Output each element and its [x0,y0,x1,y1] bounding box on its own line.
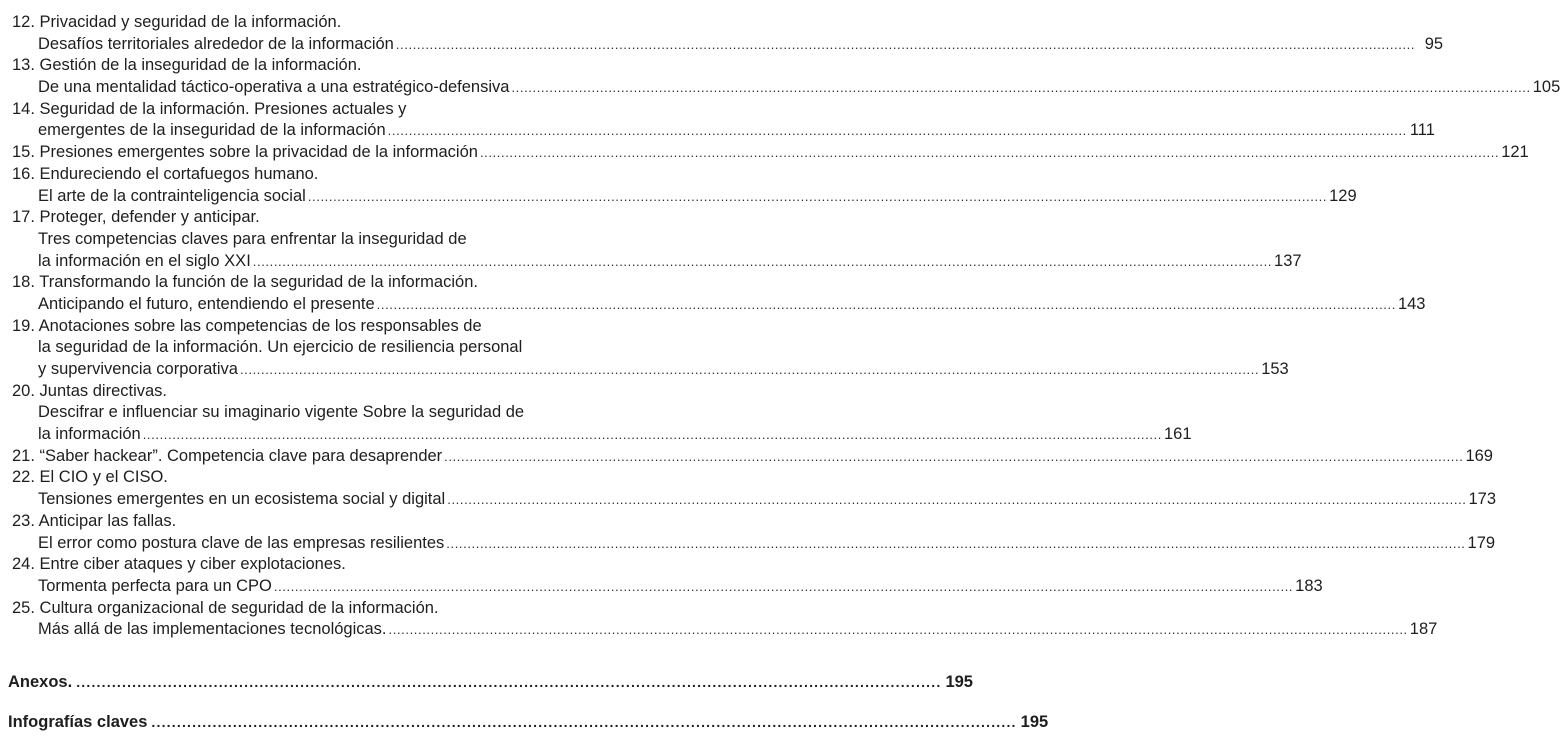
toc-annexes-row [8,673,973,692]
toc-entry [0,142,1529,164]
toc-entry-title: Juntas directivas. [39,381,168,400]
toc-entry-number: 19. [12,316,35,335]
toc-entry-text [38,489,445,511]
toc-entry-text [12,56,361,74]
toc-entry-page: 179 [1467,533,1496,552]
toc-entry [0,381,1192,446]
toc-entry [0,511,1496,554]
toc-entry-line [0,381,600,403]
toc-infographics-row [8,713,1049,732]
toc-entry-title: Tormenta perfecta para un CPO [38,576,272,595]
dot-leader [388,120,1407,142]
toc-entry-number: 16. [12,164,35,183]
toc-entry-number: 22. [12,468,35,487]
toc-entry-page: 121 [1501,143,1529,162]
toc-entry-text [38,120,386,142]
toc-entry-text [38,576,272,598]
toc-entry-text [38,533,444,555]
toc-entry-line [0,272,600,294]
toc-entry-line [0,77,1560,99]
toc-entry-page: 111 [1409,121,1435,140]
toc-entry-line [0,34,1444,56]
toc-entry-title: Anticipando el futuro, entendiendo el presente [38,294,375,313]
toc-entry-line [0,55,600,77]
toc-entry-text [38,186,306,208]
toc-entry-title: la información [38,425,141,444]
toc-annexes-label: Anexos. [8,673,73,691]
dot-leader [396,34,1415,56]
toc-entry-text [12,208,260,226]
toc-entry-title: De una mentalidad táctico-operativa a una estratégico-defensiva [38,78,510,97]
toc-entry-text [12,555,346,573]
toc-entry-title: El CIO y el CISO. [39,468,168,487]
toc-entry-line [0,511,600,533]
toc-entry-text [12,100,406,118]
toc-entry-line [0,598,600,620]
toc-annexes-page: 195 [945,673,973,691]
toc-entry-text [12,273,478,291]
toc-entry-text [38,294,375,316]
toc-entry-line [0,12,600,34]
toc-entry-title: la seguridad de la información. Un ejercicio de resiliencia personal [38,338,523,357]
dot-leader [447,489,1466,511]
toc-entry-title: Gestión de la inseguridad de la información. [39,56,362,75]
toc-entry-text [12,142,478,164]
toc-entry-line [0,99,600,121]
toc-entry [0,316,1289,381]
toc-entry [0,272,1426,315]
toc-entry-number: 24. [12,555,35,574]
toc-entry-text [12,382,167,400]
toc-entry-text [38,230,467,248]
toc-entry-page: 95 [1424,34,1444,53]
dot-leader [444,446,1463,468]
toc-entry-text [12,446,442,468]
toc-entry-page: 143 [1397,294,1426,313]
toc-entry-text [38,424,141,446]
toc-entry-number: 23. [12,511,35,530]
toc-entry-text [12,165,318,183]
toc-entry-number: 13. [12,56,35,75]
toc-entry-line [0,554,600,576]
toc-entry-title: emergentes de la inseguridad de la información [38,121,386,140]
dot-leader [240,359,1259,381]
toc-entry [0,446,1493,468]
toc-entry-line [0,533,1496,555]
toc-entry-number: 12. [12,13,35,31]
toc-entry-text [12,599,439,617]
toc-entry-text [38,619,387,641]
toc-entry-page: 173 [1468,490,1497,509]
toc-entry-line [0,619,1438,641]
toc-entry-title: El arte de la contrainteligencia social [38,186,306,205]
toc-entry-page: 187 [1409,620,1438,639]
toc-entry-title: Seguridad de la información. Presiones actuales y [39,99,407,118]
toc-list [0,12,1560,641]
toc-entry-title: la información en el siglo XXI [38,251,251,270]
toc-entry [0,554,1323,597]
toc-entry-line [0,120,1435,142]
toc-entry [0,99,1435,142]
toc-entry-number: 14. [12,99,35,118]
toc-entry-line [0,207,600,229]
dot-leader [151,714,1016,730]
toc-entry-text [38,77,509,99]
toc-entry-title: Más allá de las implementaciones tecnológicas. [38,620,387,639]
toc-entry-line [0,251,1302,273]
toc-entry-page: 183 [1295,576,1323,595]
toc-entry-line [0,337,600,359]
toc-entry [0,467,1497,510]
toc-entry-title: Proteger, defender y anticipar. [39,208,260,227]
toc-entry-title: Desafíos territoriales alrededor de la información [38,34,394,53]
toc-entry-text [38,34,394,56]
dot-leader [377,294,1396,316]
toc-entry-text [12,468,168,486]
toc-entry-title: Cultura organizacional de seguridad de la información. [39,598,439,617]
dot-leader [511,77,1530,99]
dot-leader [76,674,941,690]
dot-leader [253,251,1272,273]
toc-entry-line [0,142,1529,164]
toc-entry-title: “Saber hackear”. Competencia clave para desaprender [39,446,443,465]
toc-entry-line [0,576,1323,598]
dot-leader [480,142,1499,164]
toc-entry-text [38,403,524,421]
toc-entry-line [0,424,1192,446]
toc-entry-page: 161 [1163,425,1192,444]
toc-entry-line [0,467,600,489]
toc-entry-number: 17. [12,208,35,227]
toc-entry-number: 15. [12,143,35,162]
toc-entry-line [0,164,600,186]
toc-entry-title: Endureciendo el cortafuegos humano. [39,164,319,183]
dot-leader [308,186,1327,208]
toc-entry [0,55,1560,98]
dot-leader [389,619,1408,641]
toc-entry-title: Tensiones emergentes en un ecosistema social y digital [38,490,446,509]
toc-entry-page: 137 [1274,251,1302,270]
toc-entry-title: Presiones emergentes sobre la privacidad de la información [39,143,478,162]
toc-entry-line [0,229,600,251]
toc-entry-text [12,317,482,335]
toc-entry-number: 25. [12,598,35,617]
toc-entry-text [38,251,251,273]
toc-entry-number: 21. [12,446,35,465]
toc-entry-line [0,489,1497,511]
toc-entry-line [0,402,600,424]
toc-entry-title: Transformando la función de la seguridad de la información. [39,273,478,292]
toc-entry-line [0,446,1493,468]
toc-entry-text [12,13,341,31]
toc-entry-page: 169 [1465,446,1493,465]
toc-entry-text [12,512,176,530]
toc-entry-text [38,359,238,381]
toc-infographics-page: 195 [1020,713,1049,731]
toc-entry-title: Anticipar las fallas. [38,511,177,530]
toc-entry [0,164,1357,207]
dot-leader [143,424,1162,446]
toc-entry-title: Descifrar e influenciar su imaginario vigente Sobre la seguridad de [38,403,525,422]
dot-leader [274,576,1293,598]
dot-leader [446,533,1465,555]
toc-entry-number: 18. [12,273,35,292]
toc-entry-page: 129 [1329,186,1357,205]
toc-entry-line [0,359,1289,381]
toc-entry-line [0,316,600,338]
toc-infographics-label: Infografías claves [8,713,148,731]
toc-entry-text [38,338,522,356]
toc-entry-title: y supervivencia corporativa [38,360,238,378]
toc-entry-title: El error como postura clave de las empresas resilientes [38,533,445,552]
toc-entry-page: 153 [1261,360,1289,378]
toc-entry [0,12,1444,55]
toc-entry-line [0,294,1426,316]
toc-entry [0,207,1302,272]
toc-entry-title: Privacidad y seguridad de la información. [39,13,342,31]
toc-entry-title: Tres competencias claves para enfrentar la inseguridad de [38,229,467,248]
toc-entry-title: Entre ciber ataques y ciber explotaciones. [39,555,346,574]
toc-entry-number: 20. [12,381,35,400]
toc-entry [0,598,1438,641]
toc-entry-line [0,186,1357,208]
toc-entry-title: Anotaciones sobre las competencias de los responsables de [38,316,482,335]
toc-entry-page: 105 [1532,78,1560,97]
